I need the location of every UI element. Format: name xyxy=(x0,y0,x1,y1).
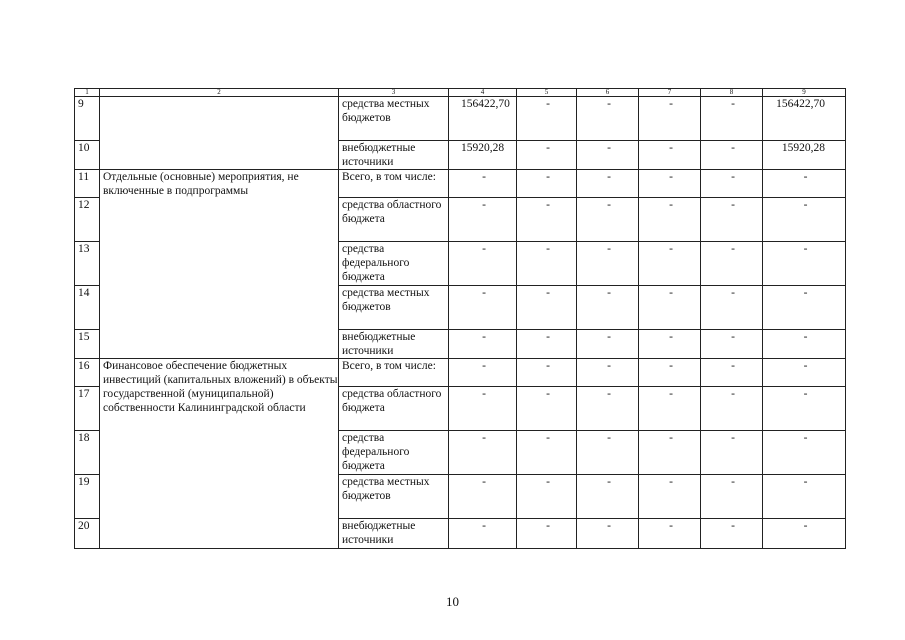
activity-description: Отдельные (основные) мероприятия, не включенные в подпрограммы xyxy=(100,170,339,359)
amount-cell: - xyxy=(763,519,846,549)
funding-source: внебюджетные источники xyxy=(339,519,449,549)
amount-cell: - xyxy=(449,286,517,330)
funding-source: средства федерального бюджета xyxy=(339,431,449,475)
funding-source: средства областного бюджета xyxy=(339,198,449,242)
row-number: 20 xyxy=(75,519,100,549)
column-number-row xyxy=(75,89,846,97)
row-number: 10 xyxy=(75,141,100,170)
table-row xyxy=(75,170,846,198)
amount-cell: - xyxy=(639,330,701,359)
amount-cell: - xyxy=(577,330,639,359)
amount-cell: - xyxy=(449,431,517,475)
amount-cell: - xyxy=(763,431,846,475)
column-number: 1 xyxy=(75,89,100,97)
row-number: 9 xyxy=(75,97,100,141)
amount-cell: - xyxy=(639,475,701,519)
amount-cell: - xyxy=(701,387,763,431)
funding-source: средства областного бюджета xyxy=(339,387,449,431)
amount-cell: - xyxy=(449,519,517,549)
amount-cell: - xyxy=(763,359,846,387)
amount-cell: - xyxy=(577,286,639,330)
amount-cell: - xyxy=(577,519,639,549)
column-number: 7 xyxy=(639,89,701,97)
amount-cell: - xyxy=(577,242,639,286)
amount-cell: - xyxy=(517,242,577,286)
row-number: 18 xyxy=(75,431,100,475)
amount-cell: - xyxy=(701,519,763,549)
row-number: 17 xyxy=(75,387,100,431)
amount-cell: - xyxy=(701,141,763,170)
amount-cell: - xyxy=(763,387,846,431)
amount-cell: - xyxy=(701,198,763,242)
amount-cell: - xyxy=(763,286,846,330)
column-number: 9 xyxy=(763,89,846,97)
row-number: 12 xyxy=(75,198,100,242)
amount-cell: - xyxy=(517,475,577,519)
amount-cell: - xyxy=(449,330,517,359)
amount-cell: - xyxy=(517,286,577,330)
funding-source: внебюджетные источники xyxy=(339,141,449,170)
column-number: 6 xyxy=(577,89,639,97)
amount-cell: - xyxy=(449,170,517,198)
amount-cell: - xyxy=(517,387,577,431)
amount-cell: 15920,28 xyxy=(449,141,517,170)
activity-description: Финансовое обеспечение бюджетных инвестиций (капитальных вложений) в объекты государственной (муниципальной) собственности Калининградской области xyxy=(100,359,339,549)
amount-cell: - xyxy=(701,97,763,141)
amount-cell: - xyxy=(763,330,846,359)
amount-cell: - xyxy=(701,286,763,330)
amount-cell: - xyxy=(517,141,577,170)
amount-cell: - xyxy=(449,387,517,431)
amount-cell: - xyxy=(449,359,517,387)
amount-cell: - xyxy=(577,97,639,141)
table-row xyxy=(75,359,846,387)
amount-cell: - xyxy=(701,170,763,198)
amount-cell: - xyxy=(701,359,763,387)
row-number: 15 xyxy=(75,330,100,359)
table-row xyxy=(75,97,846,141)
amount-cell: - xyxy=(639,286,701,330)
column-number: 3 xyxy=(339,89,449,97)
amount-cell: - xyxy=(639,431,701,475)
row-number: 14 xyxy=(75,286,100,330)
amount-cell: 15920,28 xyxy=(763,141,846,170)
amount-cell: - xyxy=(639,97,701,141)
amount-cell: - xyxy=(701,431,763,475)
funding-source: средства федерального бюджета xyxy=(339,242,449,286)
amount-cell: - xyxy=(577,475,639,519)
funding-source: Всего, в том числе: xyxy=(339,170,449,198)
amount-cell: - xyxy=(639,170,701,198)
column-number: 8 xyxy=(701,89,763,97)
column-number: 5 xyxy=(517,89,577,97)
column-number: 2 xyxy=(100,89,339,97)
page-number: 10 xyxy=(446,594,459,609)
amount-cell: - xyxy=(639,519,701,549)
amount-cell: - xyxy=(639,141,701,170)
amount-cell: - xyxy=(763,242,846,286)
amount-cell: - xyxy=(639,359,701,387)
amount-cell: - xyxy=(701,475,763,519)
amount-cell: - xyxy=(577,170,639,198)
column-number: 4 xyxy=(449,89,517,97)
amount-cell: - xyxy=(517,431,577,475)
amount-cell: - xyxy=(517,330,577,359)
row-number: 11 xyxy=(75,170,100,198)
budget-table xyxy=(74,88,846,549)
amount-cell: - xyxy=(577,359,639,387)
amount-cell: - xyxy=(639,242,701,286)
amount-cell: - xyxy=(639,198,701,242)
funding-source: внебюджетные источники xyxy=(339,330,449,359)
row-number: 16 xyxy=(75,359,100,387)
amount-cell: - xyxy=(577,387,639,431)
amount-cell: - xyxy=(577,431,639,475)
funding-source: средства местных бюджетов xyxy=(339,97,449,141)
amount-cell: - xyxy=(449,198,517,242)
amount-cell: - xyxy=(517,198,577,242)
amount-cell: - xyxy=(517,359,577,387)
funding-source: средства местных бюджетов xyxy=(339,475,449,519)
amount-cell: - xyxy=(449,242,517,286)
amount-cell: - xyxy=(577,198,639,242)
amount-cell: 156422,70 xyxy=(449,97,517,141)
amount-cell: - xyxy=(701,242,763,286)
funding-source: Всего, в том числе: xyxy=(339,359,449,387)
amount-cell: - xyxy=(517,97,577,141)
amount-cell: - xyxy=(763,198,846,242)
funding-source: средства местных бюджетов xyxy=(339,286,449,330)
amount-cell: - xyxy=(517,519,577,549)
amount-cell: - xyxy=(701,330,763,359)
amount-cell: 156422,70 xyxy=(763,97,846,141)
amount-cell: - xyxy=(517,170,577,198)
amount-cell: - xyxy=(577,141,639,170)
amount-cell: - xyxy=(639,387,701,431)
row-number: 19 xyxy=(75,475,100,519)
activity-description xyxy=(100,97,339,170)
amount-cell: - xyxy=(449,475,517,519)
amount-cell: - xyxy=(763,170,846,198)
amount-cell: - xyxy=(763,475,846,519)
row-number: 13 xyxy=(75,242,100,286)
